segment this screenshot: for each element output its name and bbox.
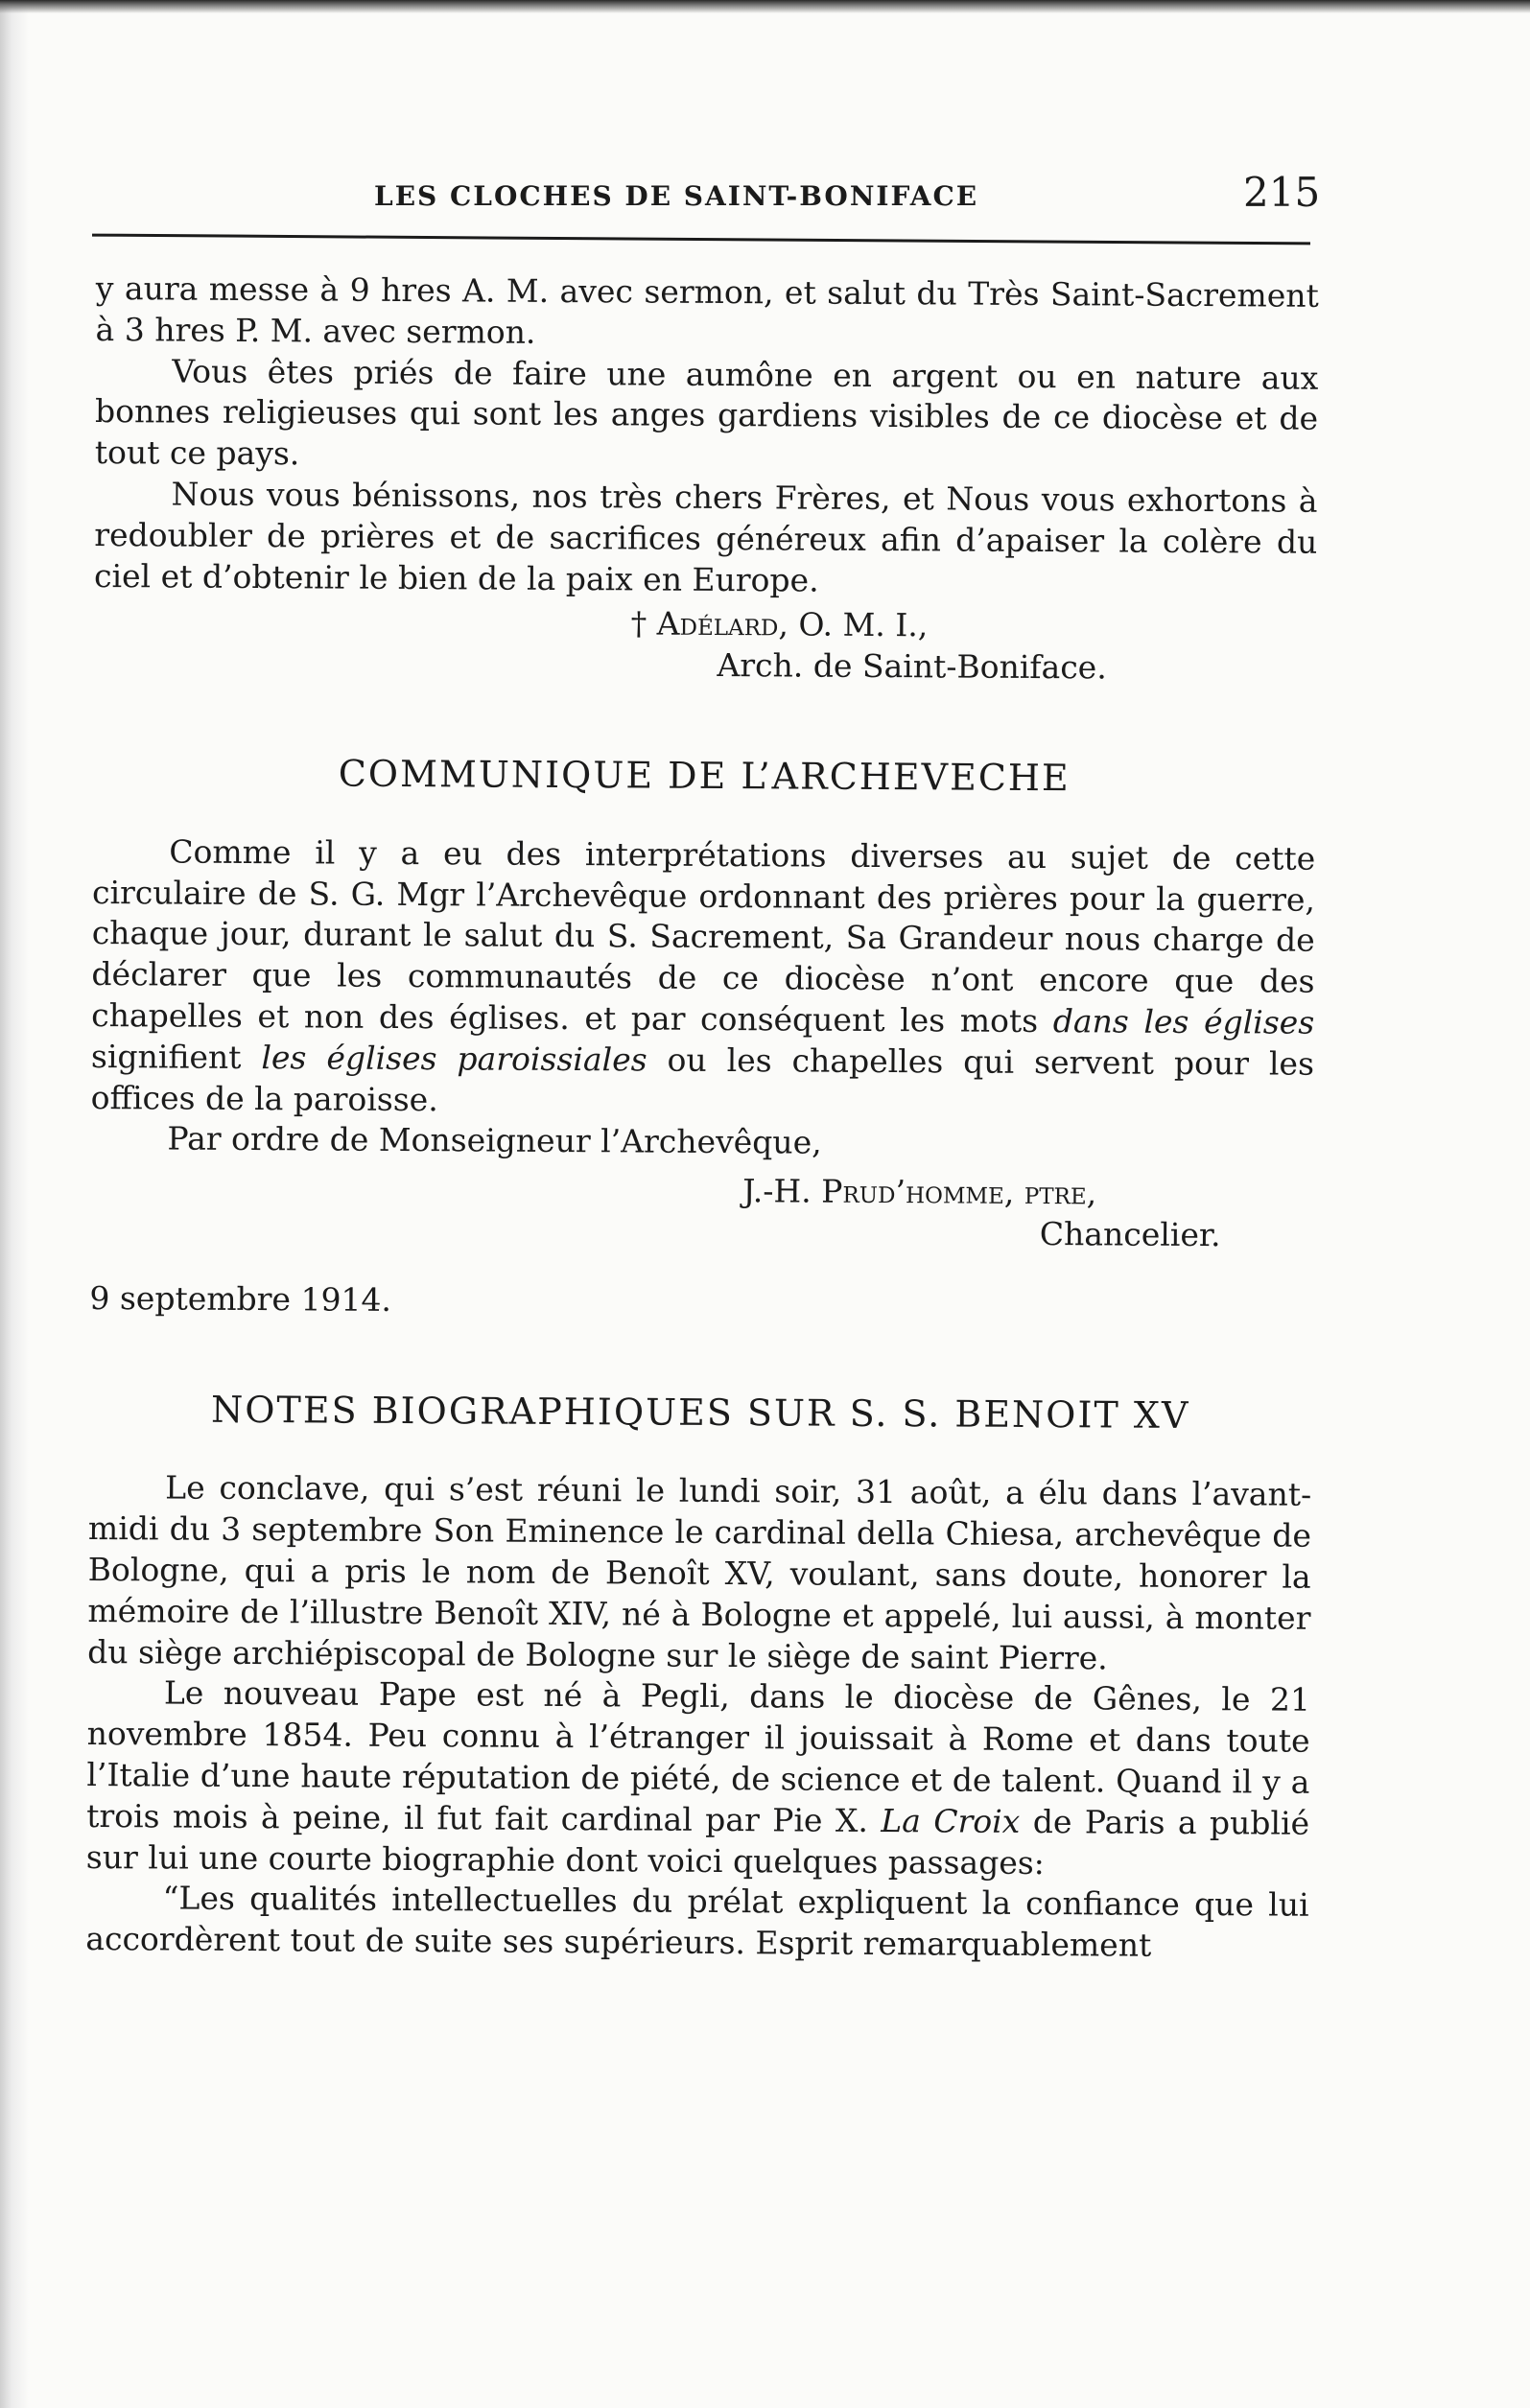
signature-chancellor-name: J.-H. Prud’homme, ptre, <box>742 1172 1097 1212</box>
paragraph-5: Par ordre de Monseigneur l’Archevêque, <box>167 1119 822 1161</box>
paragraph-2: Vous êtes priés de faire une aumône en argent ou en nature aux bonnes religieuses qui sont les anges gardiens visibles de ce diocèse et de tout ce pays. <box>94 352 1319 473</box>
paragraph-7-text-a: Le nouveau Pape est né à Pegli, dans le diocèse de Gênes, le 21 novembre 1854. Peu connu à l’étranger il jouissait à Rome et dans toute l’Italie d’une haute réputation de piété, de science et de talent. Quand il y a trois mois à peine, il fut fait cardinal par Pie X. <box>86 1673 1311 1839</box>
paragraph-4-italic-a: dans les églises <box>1052 1002 1315 1041</box>
running-title: LES CLOCHES DE SAINT-BONIFACE <box>374 180 979 212</box>
paragraph-3: Nous vous bénissons, nos très chers Frères, et Nous vous exhortons à redoubler de prières et de sacrifices généreux afin d’apaiser la colère du ciel et d’obtenir le bien de la paix en Europe. <box>93 475 1318 599</box>
paragraph-7-text-b: de Paris a publié sur lui une courte biographie dont voici quelques passages: <box>85 1802 1310 1882</box>
paragraph-7-italic: La Croix <box>881 1801 1021 1840</box>
page-number: 215 <box>1243 169 1321 216</box>
paragraph-4-italic-b: les églises paroissiales <box>261 1038 647 1079</box>
paragraph-8: “Les qualités intellectuelles du prélat expliquent la confiance que lui accordèrent tout de suite ses supérieurs. Esprit remarquablement <box>85 1879 1309 1964</box>
paragraph-4 <box>91 831 1316 1126</box>
signature-archbishop-name: † Adélard, O. M. I., <box>630 604 929 644</box>
paragraph-4-text-a: Comme il y a eu des interprétations diverses au sujet de cette circulaire de S. G. Mgr l’Archevêque ordonnant des prières pour la guerre, chaque jour, durant le salut du S. Sacrement, Sa Grandeur nous charge de déclarer que les communautés de ce diocèse n’ont encore que des chapelles et non des églises. et par conséquent les mots <box>91 832 1316 1040</box>
page-edge-shadow <box>0 0 29 2408</box>
paragraph-6: Le conclave, qui s’est réuni le lundi soir, 31 août, a élu dans l’avant-midi du 3 septembre Son Eminence le cardinal della Chiesa, archevêque de Bologne, qui a pris le nom de Benoît XV, voulant, sans doute, honorer la mémoire de l’illustre Benoît XIV, né à Bologne et appelé, lui aussi, à monter du siège archiépiscopal de Bologne sur le siège de saint Pierre. <box>87 1468 1312 1676</box>
section-title-notes: NOTES BIOGRAPHIQUES SUR S. S. BENOIT XV <box>210 1388 1190 1437</box>
paragraph-4-text-c: ou les chapelles qui servent pour les offices de la paroisse. <box>90 1040 1315 1118</box>
page-top-shadow <box>0 0 1530 13</box>
page-body <box>85 269 1319 1968</box>
signature-archbishop-title: Arch. de Saint-Boniface. <box>717 646 1107 687</box>
dateline: 9 septembre 1914. <box>89 1278 392 1319</box>
section-title-communique: COMMUNIQUE DE L’ARCHEVECHE <box>338 752 1071 800</box>
paragraph-1: y aura messe à 9 hres A. M. avec sermon, et salut du Très Saint-Sacrement à 3 hres P. M. avec sermon. <box>95 269 1319 351</box>
paragraph-7 <box>86 1672 1310 1885</box>
signature-archbishop <box>93 600 1316 690</box>
paragraph-4-text-b: signifient <box>90 1037 262 1076</box>
header-rule <box>92 234 1310 245</box>
signature-chancellor-title: Chancelier. <box>1039 1214 1221 1254</box>
